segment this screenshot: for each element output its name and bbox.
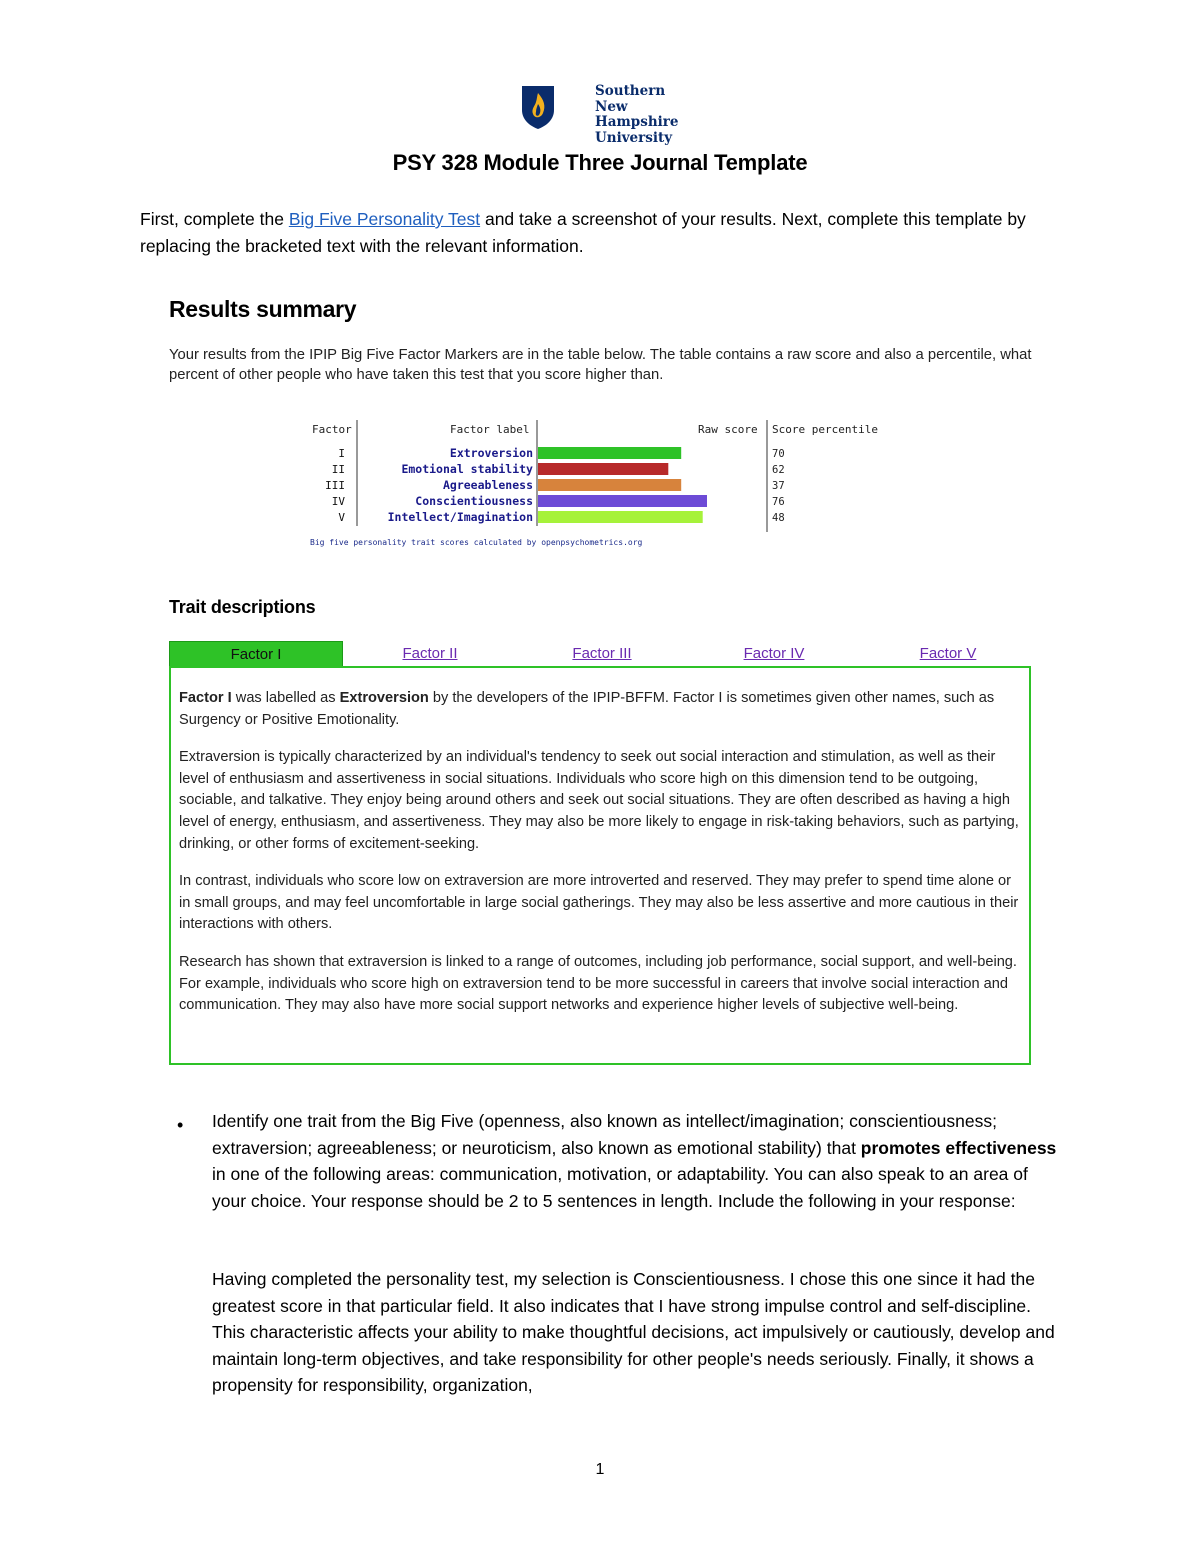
score-bar	[538, 463, 668, 475]
factor-label: Extroversion	[449, 446, 533, 460]
factor-description-panel	[169, 666, 1031, 1065]
tab-factor-4[interactable]: Factor IV	[743, 645, 805, 662]
factor-numeral: II	[331, 463, 345, 476]
intro-text: First, complete the	[140, 209, 289, 229]
intro-text: and take a screenshot of your results. Next, complete this template by replacing the bracketed text with the relevant information.	[140, 209, 1026, 256]
document-title: PSY 328 Module Three Journal Template	[392, 150, 808, 175]
header-label: Factor label	[450, 423, 530, 436]
big-five-chart	[300, 418, 900, 553]
chart-caption: Big five personality trait scores calculated by openpsychometrics.org	[310, 538, 643, 547]
percentile-value: 76	[772, 496, 785, 508]
description-paragraph: Extraversion is typically characterized by an individual's tendency to seek out social interaction and stimulation, as well as their level of enthusiasm and assertiveness in social situations. Individuals who score high on this dimension tend to be outgoing, sociable, and talkative. They enjoy being around others and seek out social situations. They are often described as having a high level of energy, enthusiasm, and assertiveness. They may also be more likely to engage in risk-taking behaviors, such as partying, drinking, or other forms of excitement-seeking.	[179, 749, 1019, 852]
tab-factor-2[interactable]: Factor II	[402, 645, 458, 662]
description-paragraph: In contrast, individuals who score low on extraversion are more introverted and reserved. They may prefer to spend time alone or in small groups, and may feel uncomfortable in large social gatherings. They may also be less assertive and more cautious in their interactions with others.	[179, 873, 1019, 933]
percentile-value: 62	[772, 464, 785, 476]
prompt-text: in one of the following areas: communication, motivation, or adaptability. You can also speak to an area of your choice. Your response should be 2 to 5 sentences in length. Include the following in your response:	[212, 1164, 1028, 1211]
percentile-value: 70	[772, 448, 785, 460]
tab-factor-1[interactable]: Factor I	[169, 641, 343, 667]
factor-name: Factor I	[179, 690, 232, 706]
prompt-text: Identify one trait from the Big Five (openness, also known as intellect/imagination; conscientiousness; extraversion; agreeableness; or neuroticism, also known as emotional stability) that	[212, 1111, 997, 1158]
tab-factor-5[interactable]: Factor V	[919, 645, 977, 662]
description-paragraph: Research has shown that extraversion is linked to a range of outcomes, including job performance, social support, and well-being. For example, individuals who score high on extraversion tend to be more successful in careers that involve social interaction and communication. They may also have more social support networks and experience higher levels of subjective well-being.	[179, 953, 1017, 1014]
factor-label: Conscientiousness	[415, 494, 533, 508]
factor-numeral: I	[338, 447, 345, 460]
response-paragraph: Having completed the personality test, my selection is Conscientiousness. I chose this one since it had the greatest score in that particular field. It also indicates that I have strong impulse control and self-discipline. This characteristic affects your ability to make thoughtful decisions, act impulsively or cautiously, develop and maintain long-term objectives, and take responsibility for other people's needs seriously. Finally, it shows a propensity for responsibility, organization,	[212, 1269, 1055, 1395]
factor-numeral: V	[338, 511, 345, 524]
factor-label: Intellect/Imagination	[387, 510, 533, 524]
score-bar	[538, 511, 703, 523]
page-number: 1	[595, 1461, 605, 1478]
factor-numeral: III	[325, 479, 345, 492]
logo-line: University	[595, 129, 673, 146]
logo-line: Southern	[595, 83, 666, 99]
intro-paragraph	[140, 206, 1070, 260]
score-bar	[538, 479, 681, 491]
header-percentile: Score percentile	[772, 423, 878, 436]
factor-label: Agreeableness	[442, 478, 533, 492]
score-bar	[538, 495, 707, 507]
factor-label: Extroversion	[339, 690, 429, 706]
factor-intro-paragraph	[179, 688, 1025, 731]
results-description: Your results from the IPIP Big Five Factor Markers are in the table below. The table contains a raw score and also a percentile, what percent of other people who have taken this test that you score higher than.	[169, 347, 1032, 383]
logo-line: New Hampshire	[595, 98, 679, 130]
score-bar	[538, 447, 681, 459]
paragraph-text: by the developers of the IPIP-BFFM. Factor I is sometimes given other names, such as Surgency or Positive Emotionality.	[179, 690, 995, 728]
factor-numeral: IV	[331, 495, 345, 508]
factor-tabs	[169, 641, 1035, 667]
university-logo	[520, 83, 690, 146]
trait-descriptions-heading: Trait descriptions	[169, 597, 316, 617]
tab-factor-3[interactable]: Factor III	[572, 645, 632, 662]
prompt-emphasis: promotes effectiveness	[860, 1137, 1057, 1158]
big-five-test-link[interactable]: Big Five Personality Test	[288, 209, 481, 229]
bullet-marker: •	[177, 1115, 184, 1135]
paragraph-text: was labelled as	[231, 690, 340, 706]
percentile-value: 48	[772, 512, 785, 524]
logo-wordmark	[595, 84, 690, 146]
results-heading: Results summary	[169, 296, 357, 322]
header-factor: Factor	[312, 423, 352, 436]
flame-shield-icon	[520, 84, 556, 130]
prompt-paragraph	[212, 1108, 1062, 1214]
percentile-value: 37	[772, 480, 785, 492]
factor-label: Emotional stability	[401, 462, 533, 476]
header-raw-score: Raw score	[698, 423, 758, 436]
